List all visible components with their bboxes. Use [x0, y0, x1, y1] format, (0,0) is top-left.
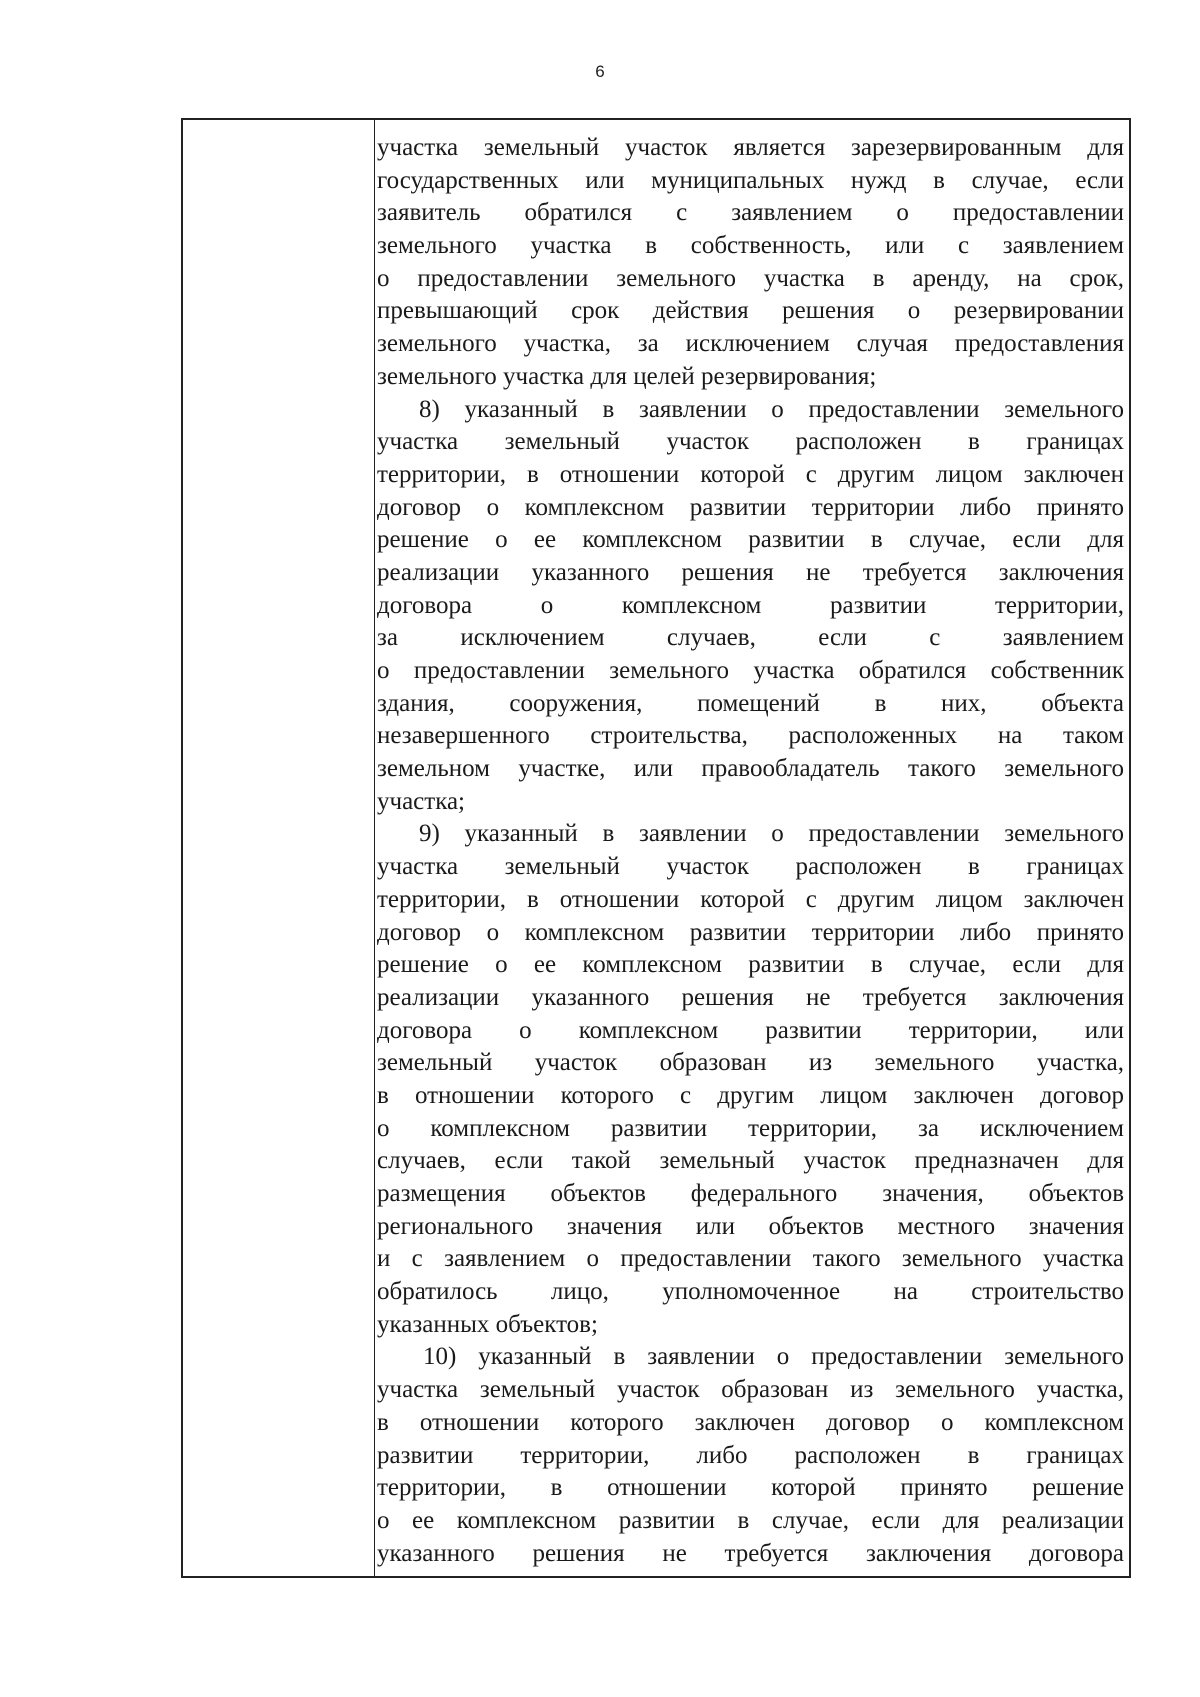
text-line: договор о комплексном развитии территории либо принято	[377, 918, 1124, 946]
text-line: случаев, если такой земельный участок предназначен для	[377, 1147, 1124, 1175]
text-line: размещения объектов федерального значения, объектов	[377, 1180, 1124, 1207]
text-line: здания, сооружения, помещений в них, объекта	[377, 689, 1124, 717]
text-line: решение о ее комплексном развитии в случае, если для	[377, 951, 1124, 979]
text-line: земельного участка, за исключением случая предоставления	[377, 330, 1124, 358]
text-line: государственных или муниципальных нужд в случае, если	[377, 166, 1124, 194]
text-line: участка земельный участок является зарезервированным для	[377, 134, 1124, 161]
table-left-column	[183, 120, 375, 1576]
text-line: за исключением случаев, если с заявлением	[377, 624, 1124, 652]
text-line: в отношении которого заключен договор о комплексном	[377, 1408, 1124, 1436]
text-line: земельного участка для целей резервирования;	[377, 362, 877, 390]
text-line: реализации указанного решения не требуется заключения	[377, 983, 1124, 1011]
text-line: земельного участка в собственность, или с заявлением	[377, 232, 1124, 260]
text-line: земельном участке, или правообладатель такого земельного	[377, 755, 1124, 783]
text-line: договора о комплексном развитии территории, или	[377, 1016, 1124, 1044]
text-line: о комплексном развитии территории, за исключением	[377, 1114, 1124, 1142]
text-line: указанного решения не требуется заключения договора	[377, 1539, 1124, 1567]
text-line: о ее комплексном развитии в случае, если для реализации	[377, 1506, 1124, 1534]
text-line: договора о комплексном развитии территории,	[377, 591, 1124, 619]
table-right-column	[377, 132, 1124, 1570]
text-line: реализации указанного решения не требуется заключения	[377, 558, 1124, 586]
text-line: участка;	[377, 787, 466, 815]
text-line: 8) указанный в заявлении о предоставлении земельного	[419, 395, 1124, 423]
text-line: указанных объектов;	[377, 1310, 598, 1338]
text-line: участка земельный участок расположен в границах	[377, 428, 1124, 456]
text-line: 10) указанный в заявлении о предоставлении земельного	[423, 1343, 1124, 1371]
text-line: обратилось лицо, уполномоченное на строительство	[377, 1278, 1124, 1306]
text-line: территории, в отношении которой с другим лицом заключен	[377, 885, 1124, 913]
text-line: земельный участок образован из земельного участка,	[377, 1049, 1124, 1077]
text-line: незавершенного строительства, расположенных на таком	[377, 722, 1124, 750]
text-line: решение о ее комплексном развитии в случае, если для	[377, 526, 1124, 554]
text-line: о предоставлении земельного участка в аренду, на срок,	[377, 264, 1124, 292]
text-line: развитии территории, либо расположен в границах	[377, 1441, 1124, 1469]
document-table	[181, 118, 1131, 1578]
text-line: договор о комплексном развитии территории либо принято	[377, 493, 1124, 521]
text-line: регионального значения или объектов местного значения	[377, 1212, 1124, 1240]
page-number: 6	[595, 62, 605, 81]
text-line: превышающий срок действия решения о резервировании	[377, 297, 1124, 325]
text-line: территории, в отношении которой с другим лицом заключен	[377, 460, 1124, 488]
text-line: 9) указанный в заявлении о предоставлении земельного	[419, 820, 1124, 848]
text-line: заявитель обратился с заявлением о предоставлении	[377, 199, 1124, 227]
text-line: в отношении которого с другим лицом заключен договор	[377, 1081, 1124, 1109]
text-line: участка земельный участок расположен в границах	[377, 853, 1124, 881]
text-line: территории, в отношении которой принято решение	[377, 1474, 1124, 1502]
text-line: и с заявлением о предоставлении такого земельного участка	[377, 1245, 1124, 1273]
text-line: о предоставлении земельного участка обратился собственник	[377, 657, 1124, 684]
text-line: участка земельный участок образован из земельного участка,	[377, 1376, 1124, 1404]
